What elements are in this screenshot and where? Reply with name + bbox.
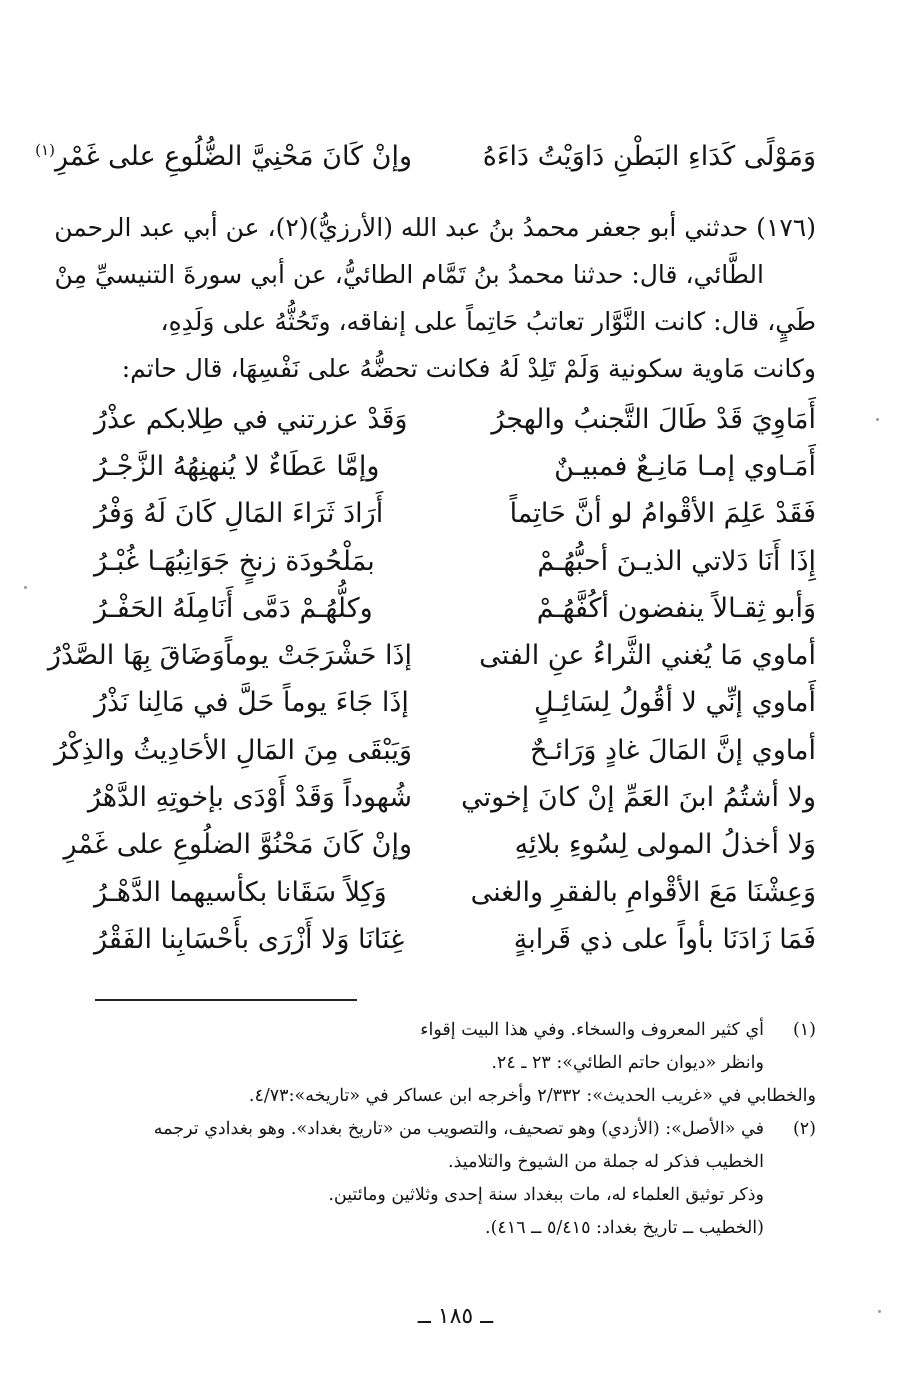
verse-second-hemistich: غِنَانَا وَلا أَزْرَى بأَحْسَابِنا الفَقْرُ: [94, 923, 405, 955]
prose-line: (١٧٦) حدثني أبو جعفر محمدُ بنُ عبد الله (الأرزيُّ)(٢)، عن أبي عبد الرحمن: [54, 213, 816, 242]
prose-line: وكانت مَاوية سكونية وَلَمْ تَلِدْ لَهُ فكانت تحضُّهُ على نَفْسِهَا، قال حاتم:: [121, 354, 816, 383]
footnote-marker-1: (١): [35, 141, 55, 159]
footnote-text: (الخطيب ــ تاريخ بغداد: ٥/٤١٥ ــ ٤١٦).: [485, 1218, 764, 1238]
verse-first-hemistich: إِذَا أَنَا دَلاتي الذيـنَ أحبُّهُـمْ: [537, 545, 816, 577]
footnote-line: [94, 1146, 816, 1179]
footnote-number: [764, 1212, 816, 1245]
verse-row: [94, 538, 816, 585]
verse-second-hemistich: بمَلْحُودَة زنخٍ جَوَانِبُهَـا غُبْـرُ: [94, 545, 375, 577]
verse-first-hemistich: وَلا أخذلُ المولى لِسُوءِ بلائِهِ: [514, 829, 816, 861]
verse-second-hemistich: وكلُّهُـمْ دَمَّى أَنَامِلَهُ الحَفْـرُ: [94, 592, 373, 624]
scan-speck: [878, 1310, 881, 1313]
verse-second-hemistich: أَرَادَ ثَرَاءَ المَالِ كَانَ لَهُ وَفْرُ: [94, 498, 384, 530]
verse-row: [94, 491, 816, 538]
footnote-text: والخطابي في «غريب الحديث»: ٢/٣٣٢ وأخرجه ابن عساكر في «تاريخه»:٤/٧٣.: [248, 1086, 816, 1106]
top-verse-second-hemistich: وإنْ كَانَ مَحْنِيَّ الضُّلُوعِ على غَمْرِ$^{(١)}$: [35, 141, 412, 172]
verse-first-hemistich: فَمَا زَادَنَا بأواً على ذي قَرابةٍ: [513, 923, 816, 955]
verse-first-hemistich: أماوي إنَّ المَالَ غادٍ وَرَائـحٌ: [529, 734, 816, 766]
verse-row: [94, 585, 816, 632]
verse-second-hemistich: وَيَبْقَى مِنَ المَالِ الأحَادِيثُ والذِكْرُ: [54, 734, 412, 766]
narration-paragraph: [54, 204, 816, 392]
footnote-number: (١): [792, 1020, 816, 1040]
verse-first-hemistich: ولا أشتُمُ ابنَ العَمِّ إنْ كانَ إخوتي: [461, 782, 816, 814]
verse-row: [63, 822, 816, 869]
verse-first-hemistich: أَمَاوِيَ قَدْ طَالَ التَّجنبُ والهجرُ: [491, 403, 816, 435]
verse-row: [94, 869, 816, 916]
scan-speck: [24, 586, 27, 589]
verse-row: [87, 774, 816, 821]
footnote-number: [764, 1047, 816, 1080]
footnote-line: [94, 1212, 816, 1245]
verse-second-hemistich: وإمَّا عَطَاءٌ لا يُنهنِهُهُ الزَّجْـرُ: [94, 450, 380, 482]
verse-row: [94, 443, 816, 490]
verse-second-hemistich: وَكِلاً سَقَانا بكأسيهما الدَّهْـرُ: [94, 876, 387, 908]
verse-first-hemistich: فَقَدْ عَلِمَ الأقْوامُ لو أنَّ حَاتِماً: [509, 498, 816, 530]
footnote-number: [764, 1146, 816, 1179]
footnote-text: في «الأصل»: (الأزدي) وهو تصحيف، والتصويب من «تاريخ بغداد». وهو بغدادي ترجمه: [153, 1119, 764, 1139]
scan-speck: [876, 418, 879, 421]
verse-second-hemistich: وَقَدْ عزرتني في طِلابكم عذْرُ: [94, 403, 408, 435]
verse-second-hemistich: وإنْ كَانَ مَحْنُوَّ الضلُوعِ على غَمْرِ: [63, 829, 412, 861]
footnote-line: [94, 1113, 816, 1146]
page-number: ــ ١٨٥ ــ: [417, 1304, 494, 1329]
verse-second-hemistich: إذَا حَشْرَجَتْ يوماًوَضَاقَ بِهَا الصَّدْرُ: [47, 640, 412, 672]
verse-row: [94, 396, 816, 443]
verse-row: [47, 632, 816, 679]
footnote-text: أي كثير المعروف والسخاء. وفي هذا البيت إقواء: [420, 1020, 764, 1040]
footnote-line: [94, 1014, 816, 1047]
verse-first-hemistich: أَماوي إنِّي لا أقُولُ لِسَائِـلٍ: [534, 687, 816, 719]
footnote-number: (٢): [792, 1119, 816, 1139]
footnote-number: [764, 1179, 816, 1212]
poem-block: [47, 396, 816, 964]
verse-row: [54, 727, 816, 774]
verse-second-hemistich: إذَا جَاءَ يوماً حَلَّ في مَالِنا نَذْرُ: [94, 687, 409, 719]
verse-row: [94, 680, 816, 727]
prose-line: الطَّائي، قال: حدثنا محمدُ بنُ تَمَّام الطائيُّ، عن أبي سورةَ التنيسيِّ مِنْ: [54, 260, 764, 289]
footnote-line: [94, 1080, 816, 1113]
verse-row: [94, 916, 816, 963]
footnote-text: وذكر توثيق العلماء له، مات ببغداد سنة إحدى وثلاثين ومائتين.: [328, 1185, 764, 1205]
verse-first-hemistich: أَمَـاوي إمـا مَانِـعٌ فمبيـنٌ: [554, 450, 816, 482]
footnote-line: [94, 1179, 816, 1212]
footnote-text: وانظر «ديوان حاتم الطائي»: ٢٣ ـ ٢٤.: [491, 1053, 764, 1073]
footnote-line: [94, 1047, 816, 1080]
prose-line: طَيٍ، قال: كانت النَّوَّار تعاتبُ حَاتِماً على إنفاقه، وتَحُثُّهُ على وَلَدِهِ،: [160, 307, 816, 336]
footnote-separator: [95, 999, 357, 1001]
verse-second-hemistich: شُهوداً وَقَدْ أَوْدَى بإخوتِهِ الدَّهْرُ: [87, 782, 412, 814]
verse-first-hemistich: أماوي مَا يُغني الثَّراءُ عنِ الفتى: [479, 640, 816, 672]
top-verse: [35, 133, 816, 181]
verse-first-hemistich: وَعِشْنَا مَعَ الأقْوامِ بالفقرِ والغنى: [470, 876, 816, 908]
top-verse-first-hemistich: وَمَوْلًى كَدَاءِ البَطْنِ دَاوَيْتُ دَاءَهُ: [482, 141, 816, 172]
verse-first-hemistich: وَأبو ثِقـالاً ينفضون أكُفَّهُـمْ: [536, 592, 816, 624]
footnotes-block: [94, 1014, 816, 1245]
footnote-text: الخطيب فذكر له جملة من الشيوخ والتلاميذ.: [448, 1152, 764, 1172]
